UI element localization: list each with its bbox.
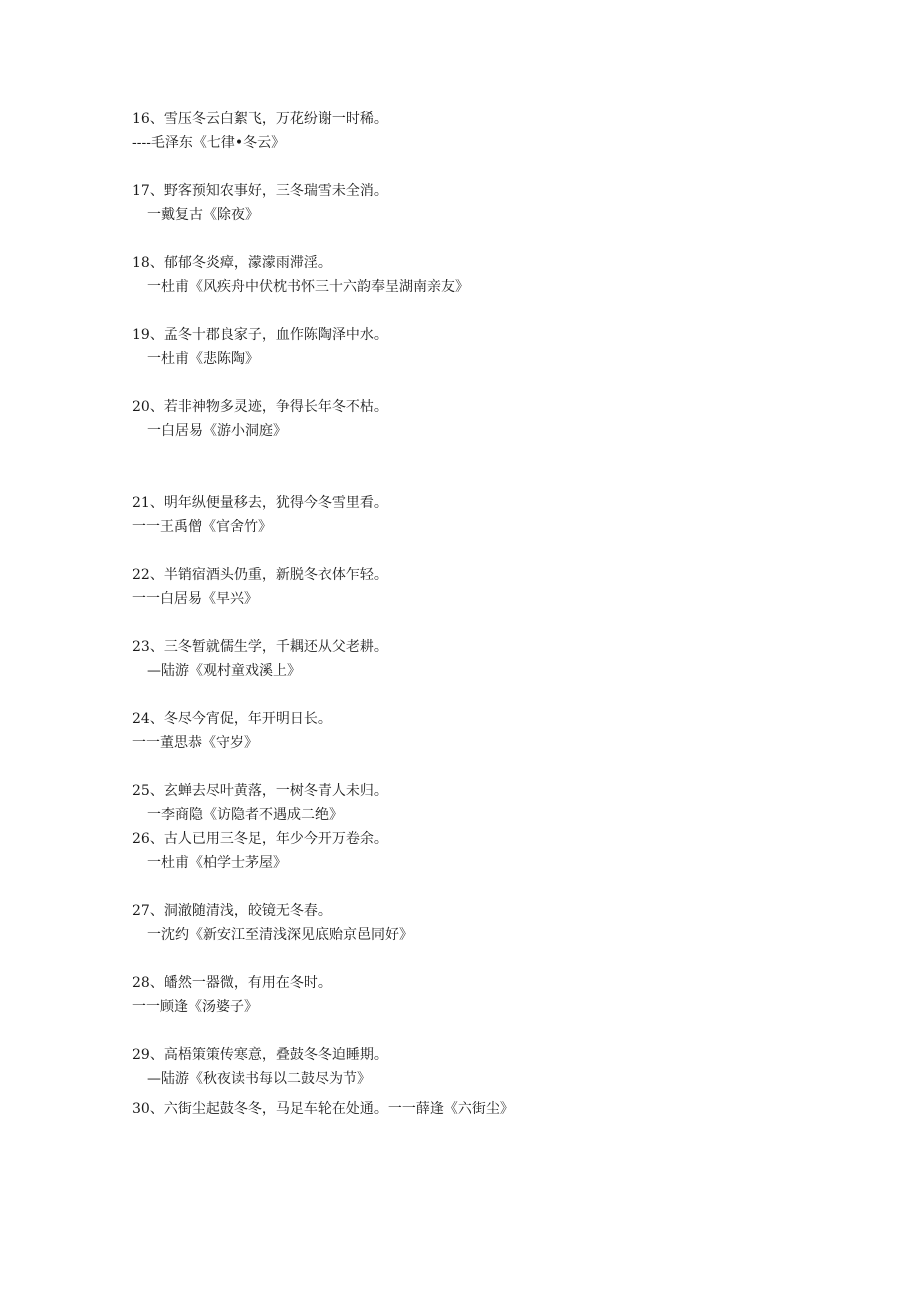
poem-line-22: 22、半销宿酒头仍重，新脱冬衣体乍轻。 [132,567,388,583]
poem-source-17: 一戴复古《除夜》 [147,207,259,223]
poem-line-26: 26、古人已用三冬足，年少今开万卷余。 [132,831,388,847]
poem-line-20: 20、若非神物多灵迹，争得长年冬不枯。 [132,399,388,415]
poem-source-27: 一沈约《新安江至清浅深见底贻京邑同好》 [147,927,413,943]
poem-line-21: 21、明年纵便量移去，犹得今冬雪里看。 [132,495,388,511]
poem-line-24: 24、冬尽今宵促，年开明日长。 [132,711,332,727]
poem-line-27: 27、洞澈随清浅，皎镜无冬春。 [132,903,332,919]
poem-source-29: —陆游《秋夜读书每以二鼓尽为节》 [147,1071,371,1087]
poem-line-23: 23、三冬暂就儒生学，千耦还从父老耕。 [132,639,388,655]
poem-source-26: 一杜甫《柏学士茅屋》 [147,855,287,871]
poem-line-25: 25、玄蝉去尽叶黄落，一树冬青人未归。 [132,783,388,799]
poem-source-18: 一杜甫《风疾舟中伏枕书怀三十六韵奉呈湖南亲友》 [147,279,469,295]
poem-source-19: 一杜甫《悲陈陶》 [147,351,259,367]
poem-line-29: 29、高梧策策传寒意，叠鼓冬冬迫睡期。 [132,1047,388,1063]
poem-line-19: 19、孟冬十郡良家子，血作陈陶泽中水。 [132,327,388,343]
poem-line-17: 17、野客预知农事好，三冬瑞雪未全消。 [132,183,388,199]
poem-source-28: 一一顾逢《汤婆子》 [132,999,258,1015]
poem-source-21: 一一王禹僧《官舍竹》 [132,519,272,535]
poem-source-20: 一白居易《游小洞庭》 [147,423,287,439]
poem-source-16: ----毛泽东《七律•冬云》 [132,135,286,151]
poem-line-16: 16、雪压冬云白絮飞，万花纷谢一时稀。 [132,111,388,127]
poem-source-25: 一李商隐《访隐者不遇成二绝》 [147,807,343,823]
poem-source-23: —陆游《观村童戏溪上》 [147,663,301,679]
poem-line-30: 30、六街尘起鼓冬冬，马足车轮在处通。一一薛逢《六街尘》 [132,1101,514,1117]
poem-source-22: 一一白居易《早兴》 [132,591,258,607]
poem-line-18: 18、郁郁冬炎瘴，濛濛雨滞淫。 [132,255,332,271]
poem-source-24: 一一董思恭《守岁》 [132,735,258,751]
poem-line-28: 28、皤然一器微，有用在冬时。 [132,975,332,991]
